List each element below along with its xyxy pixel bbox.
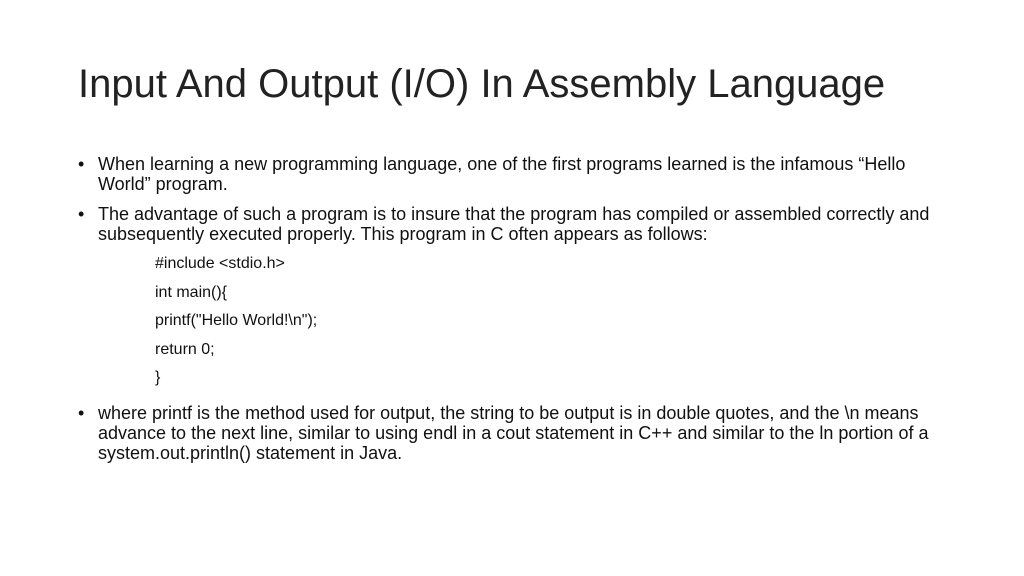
bullet-text: The advantage of such a program is to insure that the program has compiled or assembled correctly and subsequently executed properly. This program in C often appears as follows: — [98, 204, 930, 244]
bullet-text: where printf is the method used for output, the string to be output is in double quotes, and the \n means advance to the next line, similar to using endl in a cout statement in C++ and similar to the ln portion of a system.out.println() statement in Java. — [98, 402, 929, 463]
bullet-dot-icon: • — [78, 154, 85, 174]
bullet-dot-icon: • — [78, 204, 85, 224]
code-line-include: #include <stdio.h> — [155, 255, 285, 272]
slide-title: Input And Output (I/O) In Assembly Language — [78, 62, 886, 106]
bullet-dot-icon: • — [78, 402, 85, 423]
code-line-return: return 0; — [155, 340, 215, 358]
bullet-text: When learning a new programming language, one of the first programs learned is the infamous “Hello World” program. — [98, 154, 906, 194]
bullet-item-advantage — [78, 204, 948, 244]
code-line-close-brace: } — [155, 369, 161, 386]
slide-content — [78, 154, 948, 473]
bullet-item-printf-explanation — [78, 403, 948, 463]
code-block — [155, 254, 948, 397]
code-line-main: int main(){ — [155, 283, 228, 301]
bullet-item-hello-world — [78, 154, 948, 194]
code-line-printf: printf("Hello World!\n"); — [155, 312, 318, 329]
